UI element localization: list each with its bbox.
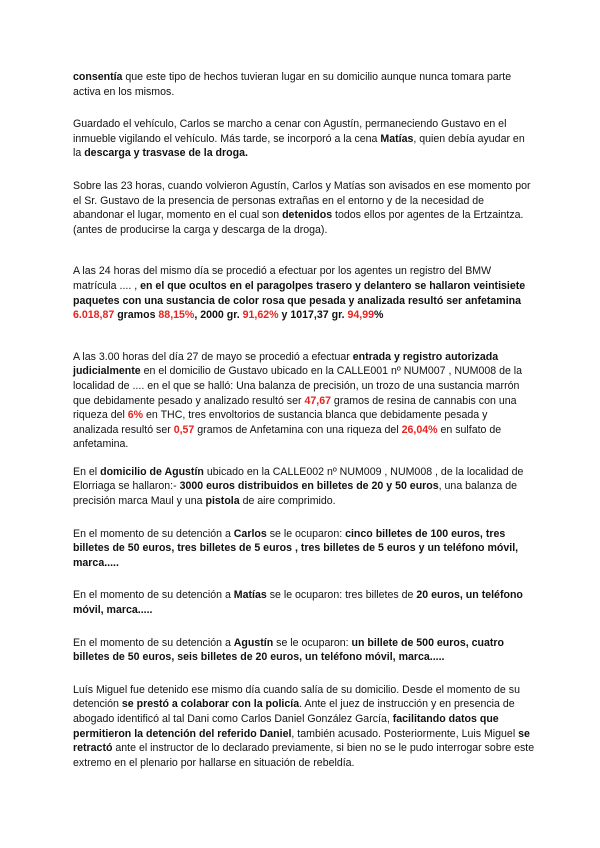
paragraph-gustavo-home-search: A las 3.00 horas del día 27 de mayo se procedió a efectuar entrada y registro autorizada judicialmente en el domicilio de Gustavo ubicado en la CALLE001 nº NUM007 , NUM008 de la localidad de .... en el que se halló: Una balanza de precisión, un trozo de una sustancia marrón que debidamente pesado y analizado resultó ser 47,67 gramos de resina de cannabis con una riqueza del 6% en THC, tres envoltorios de sustancia blanca que debidamente pesada y analizada resultó ser 0,57 gramos de Anfetamina con una riqueza del 26,04% en sulfato de anfetamina.: [73, 350, 523, 451]
paragraph-matias-detention: En el momento de su detención a Matías se le ocuparon: tres billetes de 20 euros, un teléfono móvil, marca.....: [73, 589, 523, 617]
paragraph-agustin-home: En el domicilio de Agustín ubicado en la CALLE002 nº NUM009 , NUM008 , de la localidad de Elorriaga se hallaron:- 3000 euros distribuidos en billetes de 20 y 50 euros, una balanza de precisión marca Maul y una pistola de aire comprimido.: [73, 465, 524, 508]
paragraph-carlos-detention: En el momento de su detención a Carlos se le ocuparon: cinco billetes de 100 euros, tres billetes de 50 euros, tres billetes de 5 euros , tres billetes de 5 euros y un teléfono móvil, marca.....: [73, 527, 519, 569]
paragraph-consent: consentía que este tipo de hechos tuvieran lugar en su domicilio aunque nunca tomara parte activa en los mismos.: [73, 71, 512, 98]
paragraph-luis-miguel: Luís Miguel fue detenido ese mismo día cuando salía de su domicilio. Desde el momento de su detención se prestó a colaborar con la policía. Ante el juez de instrucción y en presencia de abogado identificó al tal Dani como Carlos Daniel González García, facilitando datos que permitieron la detención del referido Daniel, también acusado. Posteriormente, Luis Miguel se retractó ante el instructor de lo declarado previamente, si bien no se le pudo interrogar sobre este extremo en el plenario por hallarse en situación de rebeldía.: [73, 683, 535, 769]
paragraph-bmw-search: A las 24 horas del mismo día se procedió a efectuar por los agentes un registro del BMW matrícula .... , en el que ocultos en el paragolpes trasero y delantero se hallaron veintisiete paquetes con una sustancia de color rosa que pesada y analizada resultó ser anfetamina 6.018,87 gramos 88,15%, 2000 gr. 91,62% y 1017,37 gr. 94,99%: [73, 265, 526, 322]
paragraph-agustin-detention: En el momento de su detención a Agustín se le ocuparon: un billete de 500 euros, cuatro billetes de 50 euros, seis billetes de 20 euros, un teléfono móvil, marca.....: [73, 636, 505, 664]
document-page: [73, 70, 535, 770]
paragraph-vehicle-guarded: Guardado el vehículo, Carlos se marcho a cenar con Agustín, permaneciendo Gustavo en el inmueble vigilando el vehículo. Más tarde, se incorporó a la cena Matías, quien debía ayudar en la descarga y trasvase de la droga.: [73, 118, 525, 160]
paragraph-arrest: Sobre las 23 horas, cuando volvieron Agustín, Carlos y Matías son avisados en ese momento por el Sr. Gustavo de la presencia de personas extrañas en el entorno y de la necesidad de abandonar el lugar, momento en el cual son detenidos todos ellos por agentes de la Ertzaintza. (antes de producirse la carga y descarga de la droga).: [73, 179, 531, 236]
